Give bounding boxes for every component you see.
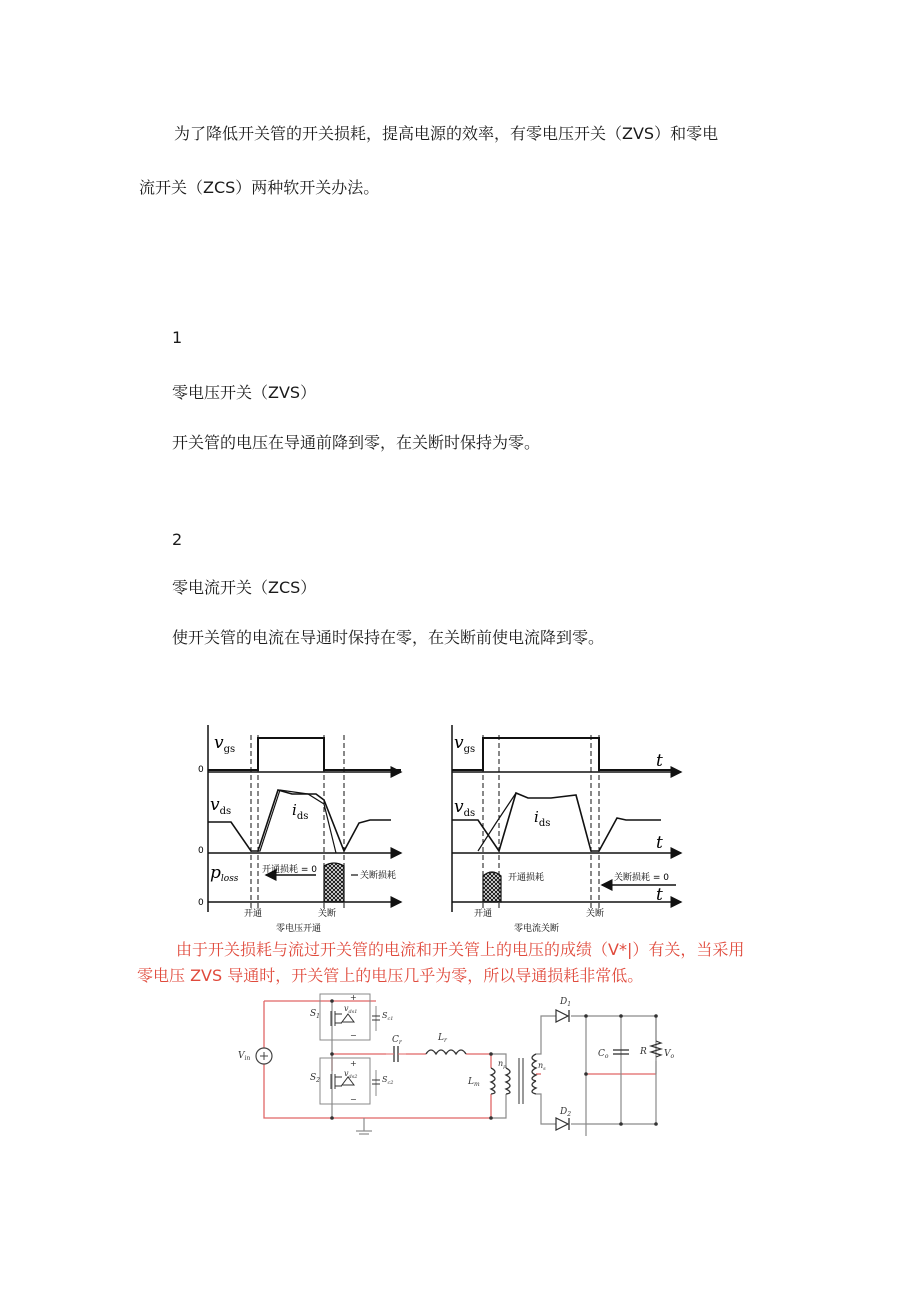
- llc-resonant-converter-schematic: [236, 986, 681, 1136]
- svg-text:S1: $S_1$: [310, 1009, 320, 1020]
- svg-text:Lm: $L_m$: [468, 1077, 480, 1088]
- lm-inductor-icon: [491, 1068, 495, 1094]
- svg-text:Lr: $L_r$: [438, 1033, 447, 1044]
- d1-diode-icon: [556, 1010, 568, 1022]
- svg-text:Co: $C_o$: [598, 1049, 609, 1060]
- intro-line-2: 流开关（ZCS）两种软开关办法。: [139, 178, 380, 197]
- zvs-zero-3: 0: [198, 898, 204, 908]
- note-line-1: 由于开关损耗与流过开关管的电流和开关管上的电压的成绩（V*|）有关，当采用: [176, 940, 745, 959]
- zcs-turn-on-tick: 开通: [474, 909, 493, 919]
- zcs-t-label-2: t: [656, 833, 663, 853]
- section-2-number: 2: [172, 530, 183, 549]
- section-1-number: 1: [172, 328, 183, 347]
- section-2-title: 零电流开关（ZCS）: [172, 578, 317, 597]
- zcs-t-label-1: t: [656, 751, 663, 771]
- svg-text:np: $n_p$: [498, 1059, 507, 1070]
- svg-text:vds1: $v_{ds1}$: [344, 1004, 358, 1015]
- svg-text:−: −: [350, 1095, 357, 1104]
- svg-text:−: −: [350, 1031, 357, 1040]
- zvs-vds-label: $v_{ds}$: [210, 795, 232, 817]
- svg-text:ns: $n_s$: [538, 1061, 546, 1072]
- zvs-turn-on-loss: 开通损耗 = 0: [262, 865, 317, 875]
- d2-diode-icon: [556, 1118, 568, 1130]
- zcs-ids-label: $i_{ds}$: [534, 808, 551, 829]
- zcs-vds-label: $v_{ds}$: [454, 797, 476, 819]
- svg-text:Vin: $V_{in}$: [238, 1051, 251, 1062]
- zcs-vgs-label: $v_{gs}$: [454, 733, 476, 755]
- section-1-body: 开关管的电压在导通前降到零，在关断时保持为零。: [172, 433, 541, 452]
- zcs-turn-off-loss: 关断损耗 = 0: [614, 873, 669, 883]
- zcs-waveform-panel: [452, 725, 681, 912]
- svg-text:D1: $D_1$: [560, 997, 572, 1008]
- svg-text:Cr: $C_r$: [392, 1035, 402, 1046]
- svg-text:+: +: [350, 993, 357, 1002]
- zvs-turn-on-tick: 开通: [244, 909, 263, 919]
- svg-text:S2: $S_2$: [310, 1073, 320, 1084]
- svg-text:R: R: [640, 1047, 647, 1057]
- transformer-secondary-icon: [532, 1054, 536, 1081]
- zvs-zero-1: 0: [198, 765, 204, 775]
- svg-text:D2: $D_2$: [560, 1107, 572, 1118]
- zcs-turn-on-loss: 开通损耗: [508, 873, 545, 883]
- section-2-body: 使开关管的电流在导通时保持在零，在关断前使电流降到零。: [172, 628, 605, 647]
- transformer-primary-icon: [506, 1068, 510, 1094]
- zvs-turn-off-loss: 关断损耗: [360, 871, 397, 881]
- svg-text:Sc1: $S_{c1}$: [382, 1011, 394, 1022]
- section-1-title: 零电压开关（ZVS）: [172, 383, 317, 402]
- zvs-ids-label: $i_{ds}$: [292, 801, 309, 822]
- zcs-t-label-3: t: [656, 885, 663, 905]
- svg-text:+: +: [350, 1059, 357, 1068]
- zvs-caption: 零电压开通: [276, 924, 322, 934]
- zvs-vgs-label: $v_{gs}$: [214, 733, 236, 755]
- zvs-turn-off-tick: 关断: [318, 909, 337, 919]
- svg-text:Sc2: $S_{c2}$: [382, 1075, 394, 1086]
- svg-text:vds2: $v_{ds2}$: [344, 1069, 358, 1080]
- soft-switching-waveforms: [196, 720, 716, 935]
- note-line-2: 零电压 ZVS 导通时，开关管上的电压几乎为零，所以导通损耗非常低。: [137, 966, 644, 985]
- zcs-turn-off-tick: 关断: [586, 909, 605, 919]
- zvs-zero-2: 0: [198, 846, 204, 856]
- zcs-caption: 零电流关断: [514, 924, 560, 934]
- intro-line-1: 为了降低开关管的开关损耗，提高电源的效率，有零电压开关（ZVS）和零电: [174, 124, 719, 143]
- zvs-ploss-label: ploss: [210, 863, 239, 884]
- svg-text:Vo: $V_o$: [664, 1049, 675, 1060]
- lr-inductor-icon: [426, 1050, 466, 1054]
